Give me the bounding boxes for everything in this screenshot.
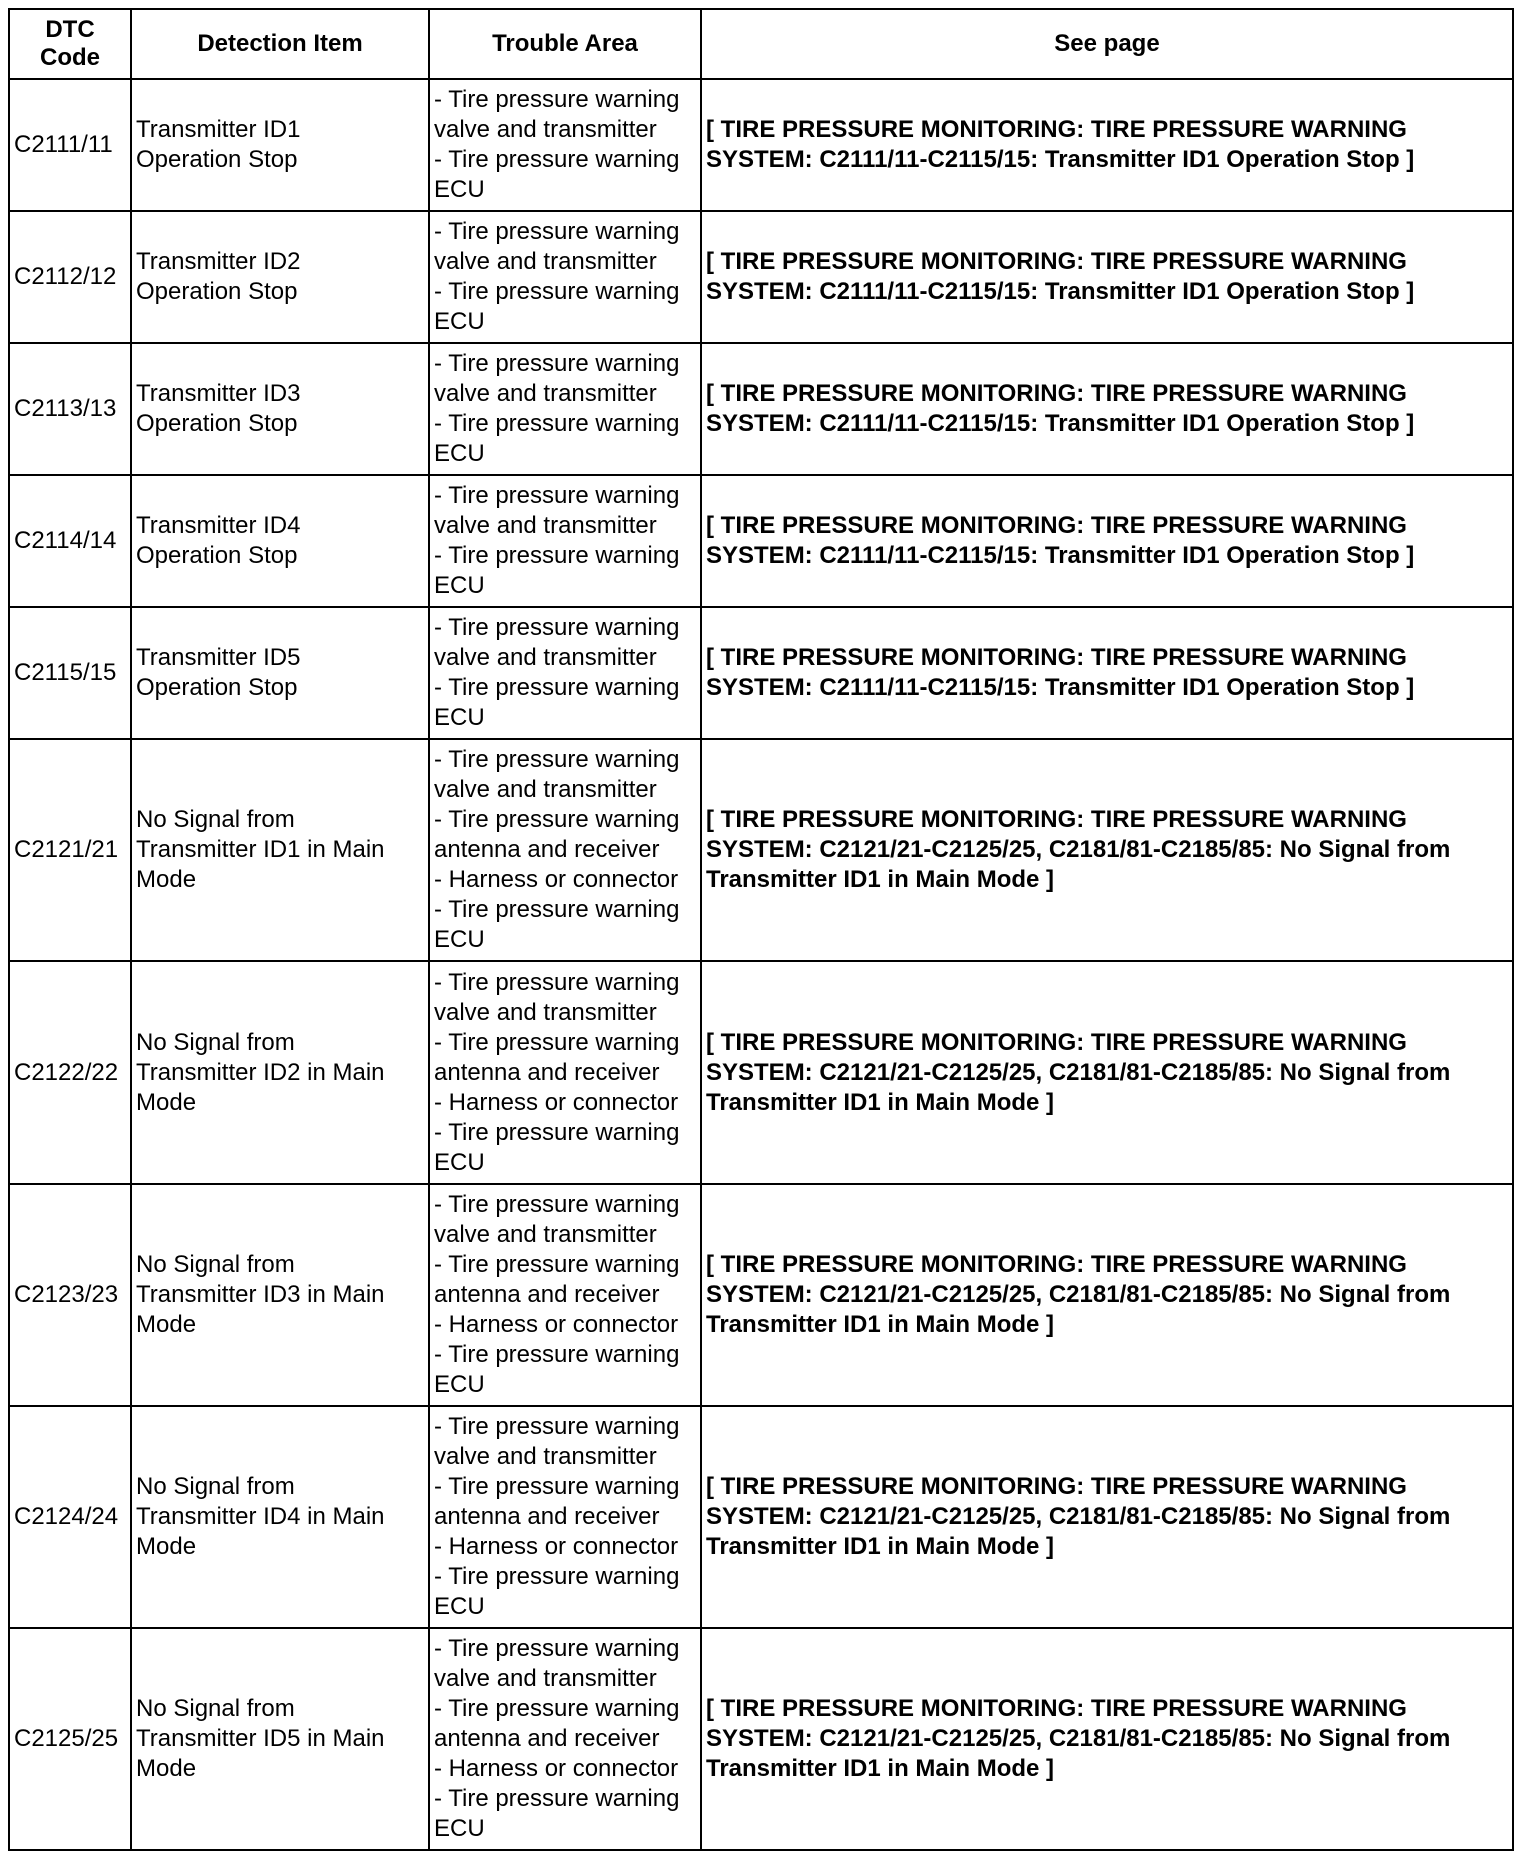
dtc-table bbox=[8, 8, 1514, 1851]
detection-item-line: Transmitter ID3 bbox=[136, 380, 301, 408]
detection-item-line: Operation Stop bbox=[136, 278, 298, 306]
detection-item-line: Mode bbox=[136, 1532, 197, 1560]
table-row bbox=[9, 211, 1513, 343]
detection-item-cell bbox=[131, 739, 429, 961]
dtc-code-cell: C2121/21 bbox=[9, 739, 131, 961]
see-page-line: [ TIRE PRESSURE MONITORING: TIRE PRESSURE WARNING bbox=[706, 1694, 1407, 1722]
trouble-area-line: - Tire pressure warning bbox=[434, 806, 680, 834]
trouble-area-line: - Tire pressure warning bbox=[434, 614, 680, 642]
trouble-area-line: valve and transmitter bbox=[434, 776, 657, 804]
detection-item-cell bbox=[131, 607, 429, 739]
see-page-link[interactable] bbox=[701, 79, 1513, 211]
dtc-code-cell: C2125/25 bbox=[9, 1628, 131, 1850]
trouble-area-line: valve and transmitter bbox=[434, 998, 657, 1026]
detection-item-cell bbox=[131, 961, 429, 1183]
detection-item-line: No Signal from bbox=[136, 1694, 295, 1722]
detection-item-line: Mode bbox=[136, 866, 197, 894]
trouble-area-line: - Harness or connector bbox=[434, 866, 679, 894]
see-page-line: Transmitter ID1 in Main Mode ] bbox=[706, 866, 1055, 894]
trouble-area-line: valve and transmitter bbox=[434, 512, 657, 540]
see-page-line: SYSTEM: C2121/21-C2125/25, C2181/81-C2185/85: No Signal from bbox=[706, 1502, 1451, 1530]
see-page-link[interactable] bbox=[701, 1184, 1513, 1406]
trouble-area-line: ECU bbox=[434, 704, 485, 732]
see-page-line: Transmitter ID1 in Main Mode ] bbox=[706, 1754, 1055, 1782]
see-page-line: Transmitter ID1 in Main Mode ] bbox=[706, 1310, 1055, 1338]
trouble-area-cell bbox=[429, 961, 701, 1183]
dtc-code-cell: C2124/24 bbox=[9, 1406, 131, 1628]
trouble-area-line: valve and transmitter bbox=[434, 1220, 657, 1248]
see-page-link[interactable] bbox=[701, 607, 1513, 739]
table-body bbox=[9, 79, 1513, 1850]
dtc-code-cell: C2112/12 bbox=[9, 211, 131, 343]
dtc-code-cell: C2113/13 bbox=[9, 343, 131, 475]
table-row bbox=[9, 607, 1513, 739]
trouble-area-line: - Tire pressure warning bbox=[434, 542, 680, 570]
detection-item-line: Transmitter ID2 in Main bbox=[136, 1058, 385, 1086]
dtc-code-cell: C2123/23 bbox=[9, 1184, 131, 1406]
trouble-area-line: - Harness or connector bbox=[434, 1754, 679, 1782]
header-dtc-code bbox=[9, 9, 131, 79]
see-page-line: [ TIRE PRESSURE MONITORING: TIRE PRESSURE WARNING bbox=[706, 512, 1407, 540]
trouble-area-cell bbox=[429, 1184, 701, 1406]
trouble-area-line: valve and transmitter bbox=[434, 644, 657, 672]
detection-item-cell bbox=[131, 79, 429, 211]
trouble-area-cell bbox=[429, 739, 701, 961]
trouble-area-line: - Harness or connector bbox=[434, 1532, 679, 1560]
table-row bbox=[9, 475, 1513, 607]
detection-item-line: Mode bbox=[136, 1754, 197, 1782]
see-page-line: [ TIRE PRESSURE MONITORING: TIRE PRESSURE WARNING bbox=[706, 1028, 1407, 1056]
detection-item-cell bbox=[131, 211, 429, 343]
detection-item-line: No Signal from bbox=[136, 1250, 295, 1278]
see-page-line: SYSTEM: C2111/11-C2115/15: Transmitter ID1 Operation Stop ] bbox=[706, 674, 1415, 702]
trouble-area-line: antenna and receiver bbox=[434, 1502, 660, 1530]
trouble-area-line: ECU bbox=[434, 1814, 485, 1842]
table-row bbox=[9, 961, 1513, 1183]
trouble-area-line: - Tire pressure warning bbox=[434, 1634, 680, 1662]
detection-item-line: Operation Stop bbox=[136, 410, 298, 438]
dtc-code-cell: C2122/22 bbox=[9, 961, 131, 1183]
trouble-area-cell bbox=[429, 211, 701, 343]
trouble-area-line: valve and transmitter bbox=[434, 116, 657, 144]
trouble-area-line: ECU bbox=[434, 176, 485, 204]
trouble-area-line: - Tire pressure warning bbox=[434, 968, 680, 996]
see-page-line: SYSTEM: C2121/21-C2125/25, C2181/81-C2185/85: No Signal from bbox=[706, 836, 1451, 864]
trouble-area-line: valve and transmitter bbox=[434, 380, 657, 408]
detection-item-line: No Signal from bbox=[136, 1028, 295, 1056]
detection-item-line: Transmitter ID5 bbox=[136, 644, 301, 672]
header-detection-item: Detection Item bbox=[131, 9, 429, 79]
trouble-area-line: antenna and receiver bbox=[434, 1058, 660, 1086]
header-trouble-area: Trouble Area bbox=[429, 9, 701, 79]
trouble-area-line: - Tire pressure warning bbox=[434, 1118, 680, 1146]
detection-item-cell bbox=[131, 1406, 429, 1628]
see-page-link[interactable] bbox=[701, 961, 1513, 1183]
see-page-link[interactable] bbox=[701, 1628, 1513, 1850]
trouble-area-line: ECU bbox=[434, 572, 485, 600]
trouble-area-line: - Tire pressure warning bbox=[434, 1562, 680, 1590]
trouble-area-line: valve and transmitter bbox=[434, 248, 657, 276]
detection-item-line: Operation Stop bbox=[136, 146, 298, 174]
trouble-area-line: ECU bbox=[434, 1370, 485, 1398]
trouble-area-line: - Tire pressure warning bbox=[434, 1784, 680, 1812]
see-page-line: [ TIRE PRESSURE MONITORING: TIRE PRESSURE WARNING bbox=[706, 806, 1407, 834]
trouble-area-cell bbox=[429, 475, 701, 607]
trouble-area-line: - Tire pressure warning bbox=[434, 1340, 680, 1368]
trouble-area-line: - Tire pressure warning bbox=[434, 1694, 680, 1722]
trouble-area-line: - Tire pressure warning bbox=[434, 278, 680, 306]
trouble-area-line: - Tire pressure warning bbox=[434, 1028, 680, 1056]
see-page-link[interactable] bbox=[701, 475, 1513, 607]
trouble-area-line: - Tire pressure warning bbox=[434, 410, 680, 438]
trouble-area-line: valve and transmitter bbox=[434, 1442, 657, 1470]
table-row bbox=[9, 739, 1513, 961]
document-page bbox=[8, 8, 1512, 1851]
table-row bbox=[9, 343, 1513, 475]
detection-item-line: Operation Stop bbox=[136, 542, 298, 570]
see-page-line: SYSTEM: C2111/11-C2115/15: Transmitter ID1 Operation Stop ] bbox=[706, 146, 1415, 174]
detection-item-cell bbox=[131, 1184, 429, 1406]
detection-item-line: No Signal from bbox=[136, 1472, 295, 1500]
table-row bbox=[9, 79, 1513, 211]
detection-item-line: Transmitter ID3 in Main bbox=[136, 1280, 385, 1308]
trouble-area-line: antenna and receiver bbox=[434, 836, 660, 864]
see-page-line: SYSTEM: C2121/21-C2125/25, C2181/81-C2185/85: No Signal from bbox=[706, 1280, 1451, 1308]
detection-item-line: Transmitter ID1 bbox=[136, 116, 301, 144]
table-row bbox=[9, 1184, 1513, 1406]
see-page-line: Transmitter ID1 in Main Mode ] bbox=[706, 1088, 1055, 1116]
detection-item-line: Transmitter ID2 bbox=[136, 248, 301, 276]
trouble-area-line: - Tire pressure warning bbox=[434, 482, 680, 510]
detection-item-cell bbox=[131, 343, 429, 475]
see-page-line: [ TIRE PRESSURE MONITORING: TIRE PRESSURE WARNING bbox=[706, 380, 1407, 408]
see-page-link[interactable] bbox=[701, 739, 1513, 961]
see-page-line: [ TIRE PRESSURE MONITORING: TIRE PRESSURE WARNING bbox=[706, 1472, 1407, 1500]
trouble-area-line: - Tire pressure warning bbox=[434, 1472, 680, 1500]
detection-item-cell bbox=[131, 475, 429, 607]
table-header-row bbox=[9, 9, 1513, 79]
detection-item-line: Transmitter ID1 in Main bbox=[136, 836, 385, 864]
trouble-area-line: - Harness or connector bbox=[434, 1310, 679, 1338]
trouble-area-cell bbox=[429, 79, 701, 211]
trouble-area-line: - Harness or connector bbox=[434, 1088, 679, 1116]
detection-item-line: Transmitter ID4 in Main bbox=[136, 1502, 385, 1530]
see-page-link[interactable] bbox=[701, 211, 1513, 343]
table-row bbox=[9, 1406, 1513, 1628]
header-dtc-code-line: Code bbox=[40, 44, 100, 71]
trouble-area-line: - Tire pressure warning bbox=[434, 350, 680, 378]
trouble-area-cell bbox=[429, 1406, 701, 1628]
see-page-line: [ TIRE PRESSURE MONITORING: TIRE PRESSURE WARNING bbox=[706, 644, 1407, 672]
see-page-line: [ TIRE PRESSURE MONITORING: TIRE PRESSURE WARNING bbox=[706, 248, 1407, 276]
see-page-line: Transmitter ID1 in Main Mode ] bbox=[706, 1532, 1055, 1560]
trouble-area-line: ECU bbox=[434, 1148, 485, 1176]
see-page-link[interactable] bbox=[701, 343, 1513, 475]
trouble-area-line: - Tire pressure warning bbox=[434, 1190, 680, 1218]
see-page-line: SYSTEM: C2121/21-C2125/25, C2181/81-C2185/85: No Signal from bbox=[706, 1058, 1451, 1086]
detection-item-cell bbox=[131, 1628, 429, 1850]
see-page-line: [ TIRE PRESSURE MONITORING: TIRE PRESSURE WARNING bbox=[706, 1250, 1407, 1278]
see-page-line: [ TIRE PRESSURE MONITORING: TIRE PRESSURE WARNING bbox=[706, 116, 1407, 144]
trouble-area-line: - Tire pressure warning bbox=[434, 896, 680, 924]
trouble-area-line: antenna and receiver bbox=[434, 1280, 660, 1308]
see-page-line: SYSTEM: C2111/11-C2115/15: Transmitter ID1 Operation Stop ] bbox=[706, 542, 1415, 570]
detection-item-line: Transmitter ID5 in Main bbox=[136, 1724, 385, 1752]
detection-item-line: Transmitter ID4 bbox=[136, 512, 301, 540]
trouble-area-line: ECU bbox=[434, 308, 485, 336]
trouble-area-line: - Tire pressure warning bbox=[434, 146, 680, 174]
see-page-link[interactable] bbox=[701, 1406, 1513, 1628]
see-page-line: SYSTEM: C2111/11-C2115/15: Transmitter ID1 Operation Stop ] bbox=[706, 278, 1415, 306]
see-page-line: SYSTEM: C2111/11-C2115/15: Transmitter ID1 Operation Stop ] bbox=[706, 410, 1415, 438]
trouble-area-line: - Tire pressure warning bbox=[434, 218, 680, 246]
trouble-area-line: ECU bbox=[434, 926, 485, 954]
trouble-area-line: - Tire pressure warning bbox=[434, 1250, 680, 1278]
trouble-area-cell bbox=[429, 1628, 701, 1850]
trouble-area-line: - Tire pressure warning bbox=[434, 1412, 680, 1440]
trouble-area-line: ECU bbox=[434, 1592, 485, 1620]
dtc-code-cell: C2115/15 bbox=[9, 607, 131, 739]
table-row bbox=[9, 1628, 1513, 1850]
trouble-area-line: - Tire pressure warning bbox=[434, 746, 680, 774]
trouble-area-line: antenna and receiver bbox=[434, 1724, 660, 1752]
detection-item-line: No Signal from bbox=[136, 806, 295, 834]
see-page-line: SYSTEM: C2121/21-C2125/25, C2181/81-C2185/85: No Signal from bbox=[706, 1724, 1451, 1752]
trouble-area-line: - Tire pressure warning bbox=[434, 674, 680, 702]
dtc-code-cell: C2111/11 bbox=[9, 79, 131, 211]
trouble-area-cell bbox=[429, 607, 701, 739]
dtc-code-cell: C2114/14 bbox=[9, 475, 131, 607]
detection-item-line: Mode bbox=[136, 1088, 197, 1116]
trouble-area-line: ECU bbox=[434, 440, 485, 468]
trouble-area-cell bbox=[429, 343, 701, 475]
trouble-area-line: - Tire pressure warning bbox=[434, 86, 680, 114]
detection-item-line: Operation Stop bbox=[136, 674, 298, 702]
detection-item-line: Mode bbox=[136, 1310, 197, 1338]
header-dtc-code-line: DTC bbox=[45, 16, 95, 43]
trouble-area-line: valve and transmitter bbox=[434, 1664, 657, 1692]
header-see-page: See page bbox=[701, 9, 1513, 79]
